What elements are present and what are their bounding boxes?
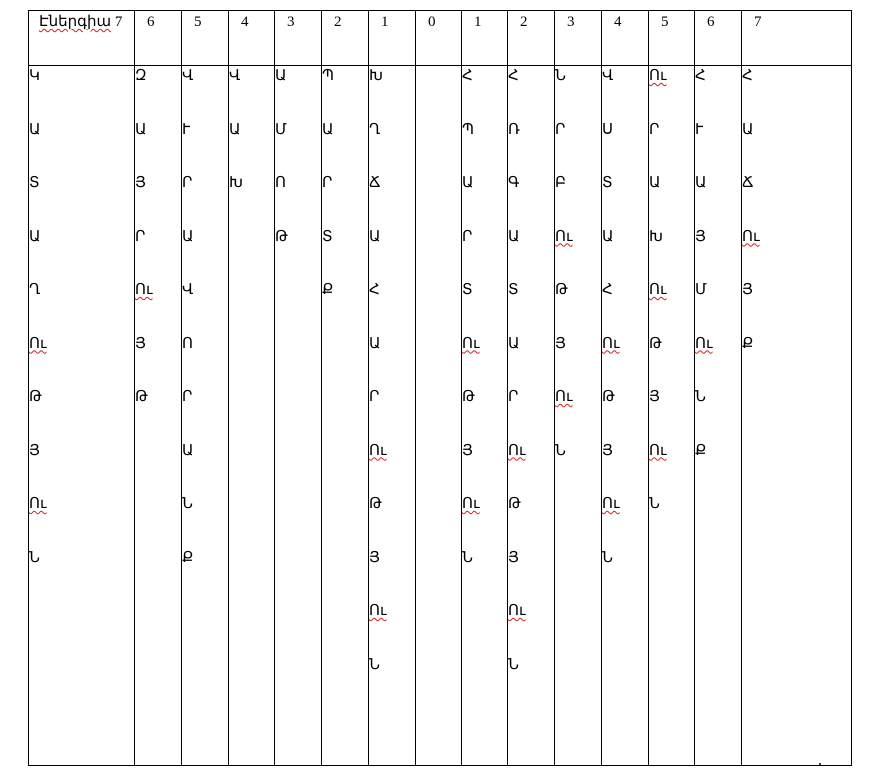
letter-cell: Ր [649, 121, 660, 138]
letter-cell: Ք [322, 282, 334, 298]
header-label: 4 [241, 14, 249, 30]
letter-cell: Ր [508, 389, 519, 405]
letter-cell: Խ [229, 175, 243, 191]
letter-cell: Ր [369, 389, 380, 405]
letter-column [649, 66, 695, 766]
letter-cell: Ու [29, 335, 47, 352]
letter-cell: Ո [275, 175, 286, 191]
letter-cell: Ա [322, 121, 334, 138]
letter-cell: Ու [555, 389, 573, 405]
header-label: 1 [381, 14, 389, 30]
header-label: 4 [614, 14, 622, 30]
letter-cell: Պ [462, 121, 475, 138]
header-cell [275, 11, 322, 66]
letter-cell: Թ [369, 496, 382, 512]
letter-cell: Ն [29, 549, 40, 566]
letter-cell: Ր [182, 389, 193, 405]
letter-cell: Թ [508, 496, 521, 512]
header-cell [322, 11, 369, 66]
header-label: 5 [661, 14, 669, 30]
header-label: 3 [567, 14, 575, 30]
letter-cell: Ա [508, 228, 520, 245]
letter-cell: Ւ [182, 121, 191, 138]
letter-cell: Ն [695, 389, 706, 405]
header-label: 2 [334, 14, 342, 30]
letter-cell: Տ [462, 282, 473, 298]
letter-cell: Ր [322, 175, 333, 191]
letter-column [182, 66, 229, 766]
letter-cell: Ր [182, 175, 193, 191]
letter-cell: Ա [182, 228, 194, 245]
letter-cell: Ու [555, 228, 573, 245]
letter-cell: Ճ [742, 175, 754, 191]
letter-column [135, 66, 182, 766]
letter-cell: Հ [695, 68, 706, 84]
letter-column [369, 66, 416, 766]
letter-cell: Յ [135, 335, 146, 352]
letter-cell: Յ [555, 335, 566, 352]
letter-cell: Ու [508, 603, 526, 619]
letter-cell: Ն [462, 549, 473, 566]
letter-cell: Յ [508, 549, 519, 566]
letter-column [555, 66, 602, 766]
letter-column [742, 66, 852, 766]
letter-cell: Յ [462, 442, 473, 459]
letter-cell: Հ [508, 68, 519, 84]
letter-cell: Ա [182, 442, 194, 459]
header-label: 7 [754, 14, 762, 30]
letter-cell: Ու [695, 335, 713, 352]
letter-column [29, 66, 135, 766]
letter-cell: Ւ [695, 121, 704, 138]
letter-cell: Թ [135, 389, 148, 405]
letter-cell: Բ [555, 175, 566, 191]
letter-column [229, 66, 275, 766]
letter-column [275, 66, 322, 766]
header-label: 1 [474, 14, 482, 30]
header-cell [182, 11, 229, 66]
letter-cell: Յ [135, 175, 146, 191]
letter-cell: Յ [695, 228, 706, 245]
letter-cell: Ռ [508, 121, 520, 138]
letter-cell: Վ [602, 68, 614, 84]
letter-cell: Ու [649, 68, 667, 84]
header-label: 5 [194, 14, 202, 30]
letter-cell: Թ [555, 282, 568, 298]
letter-cell: Թ [275, 228, 288, 245]
letter-cell: Ն [182, 496, 193, 512]
letter-cell: Ղ [29, 282, 41, 298]
header-label: 6 [147, 14, 155, 30]
letter-cell: Տ [322, 228, 333, 245]
letter-cell: Հ [602, 282, 613, 298]
letter-cell: Ա [508, 335, 520, 352]
letter-cell: Ն [649, 496, 660, 512]
letters-row [29, 66, 852, 766]
letter-cell: Ո [182, 335, 193, 352]
header-cell [416, 11, 462, 66]
letter-cell: Ու [29, 496, 47, 512]
letter-cell: Ն [555, 442, 566, 459]
letter-cell: Ա [695, 175, 707, 191]
letter-cell: Խ [369, 68, 383, 84]
letter-cell: Ա [649, 175, 661, 191]
page-corner-mark [819, 763, 821, 765]
header-label: 3 [287, 14, 295, 30]
letter-cell: Ա [602, 228, 614, 245]
letter-cell: Յ [742, 282, 753, 298]
letter-cell: Ա [29, 121, 41, 138]
letter-column [602, 66, 649, 766]
letter-cell: Յ [369, 549, 380, 566]
letter-cell: Ու [649, 282, 667, 298]
letter-cell: Ճ [369, 175, 381, 191]
letter-cell: Ն [555, 68, 566, 84]
letter-cell: Ա [742, 121, 754, 138]
letter-cell: Ր [555, 121, 566, 138]
letter-cell: Տ [508, 282, 519, 298]
letter-cell: Յ [602, 442, 613, 459]
letter-cell: Ք [695, 442, 707, 459]
letter-cell: Ա [462, 175, 474, 191]
letter-cell: Ք [742, 335, 754, 352]
letter-column [695, 66, 742, 766]
header-label: 0 [428, 14, 436, 30]
header-cell [508, 11, 555, 66]
letter-cell: Տ [29, 175, 40, 191]
header-row [29, 11, 852, 66]
letter-cell: Ա [369, 228, 381, 245]
letter-cell: Թ [602, 389, 615, 405]
header-cell [649, 11, 695, 66]
letter-cell: Կ [29, 68, 40, 84]
letter-cell: Յ [29, 442, 40, 459]
header-cell [695, 11, 742, 66]
letter-cell: Վ [182, 282, 194, 298]
letter-cell: Ու [462, 335, 480, 352]
letter-cell: Ս [602, 121, 613, 138]
letter-cell: Տ [602, 175, 613, 191]
letter-cell: Ն [369, 656, 380, 673]
header-label: Էներգիա 7 [39, 14, 123, 30]
letter-column [508, 66, 555, 766]
letter-cell: Զ [135, 68, 147, 84]
header-cell [369, 11, 416, 66]
letter-cell: Վ [182, 68, 194, 84]
letter-cell: Ու [602, 496, 620, 512]
header-cell [29, 11, 135, 66]
letter-column [416, 66, 462, 766]
header-cell [135, 11, 182, 66]
header-cell [229, 11, 275, 66]
letter-cell: Ու [369, 442, 387, 459]
header-label: 2 [520, 14, 528, 30]
letter-cell: Ու [742, 228, 760, 245]
letter-cell: Ու [649, 442, 667, 459]
letter-cell: Գ [508, 175, 520, 191]
letter-cell: Ղ [369, 121, 381, 138]
letter-cell: Հ [369, 282, 380, 298]
header-cell [742, 11, 852, 66]
letter-cell: Վ [229, 68, 241, 84]
header-cell [462, 11, 508, 66]
letter-cell: Խ [649, 228, 663, 245]
letter-cell: Ա [29, 228, 41, 245]
letter-cell: Մ [275, 121, 287, 138]
letter-cell: Պ [322, 68, 335, 84]
letter-cell: Ու [508, 442, 526, 459]
letter-cell: Ու [135, 282, 153, 298]
letter-cell: Ու [369, 603, 387, 619]
letter-cell: Հ [462, 68, 473, 84]
header-cell [602, 11, 649, 66]
letter-cell: Հ [742, 68, 753, 84]
energy-table [28, 10, 852, 766]
letter-cell: Յ [649, 389, 660, 405]
letter-column [462, 66, 508, 766]
letter-cell: Ր [135, 228, 146, 245]
letter-cell: Թ [649, 335, 662, 352]
letter-cell: Ն [602, 549, 613, 566]
header-label: 6 [707, 14, 715, 30]
letter-cell: Ու [602, 335, 620, 352]
letter-cell: Ա [229, 121, 241, 138]
letter-column [322, 66, 369, 766]
letter-cell: Ա [275, 68, 287, 84]
letter-cell: Թ [462, 389, 475, 405]
letter-cell: Ա [369, 335, 381, 352]
letter-cell: Ր [462, 228, 473, 245]
letter-cell: Թ [29, 389, 42, 405]
header-cell [555, 11, 602, 66]
letter-cell: Մ [695, 282, 707, 298]
letter-cell: Ք [182, 549, 194, 566]
letter-cell: Ու [462, 496, 480, 512]
letter-cell: Ն [508, 656, 519, 673]
letter-cell: Ա [135, 121, 147, 138]
